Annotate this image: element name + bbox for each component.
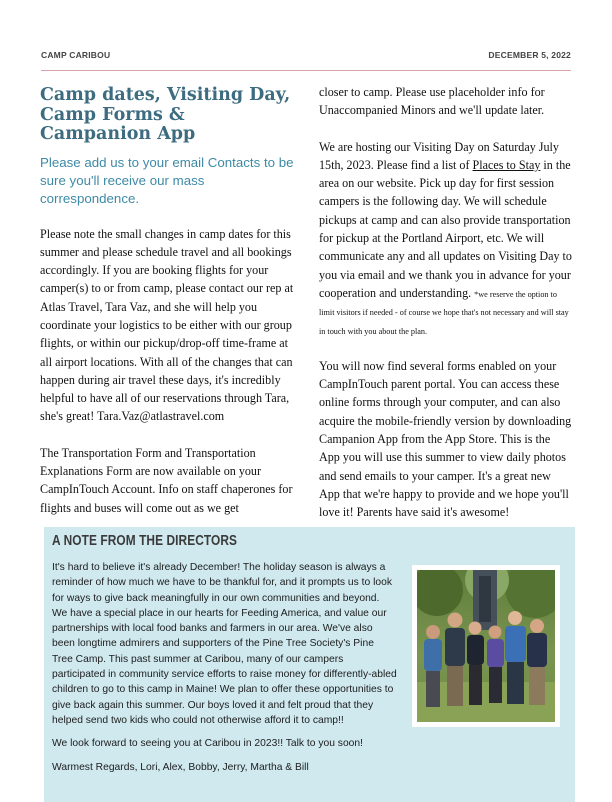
directors-signoff: Warmest Regards, Lori, Alex, Bobby, Jerry, Martha & Bill [52,761,309,773]
transportation-paragraph: The Transportation Form and Transportation Explanations Form are now available on your CampInTouch Account. Info on staff chaperones for flights and buses will come out as we get [40,445,293,515]
header-divider [41,70,571,71]
header-publication-name: CAMP CARIBOU [41,50,111,60]
header-date: DECEMBER 5, 2022 [488,50,571,60]
visiting-day-text-end: in the area on our website. Pick up day for first session campers is the following day. We will schedule pickups at camp and can also provide transportation for pickup at the Portland Airport, etc. We will communicate any and all updates on Visiting Day to you via email and we thank you in advance for your cooperation and understanding. [319,157,572,300]
visiting-day-text-start: We are hosting our Visiting Day on Saturday July 15th, 2023. Please find a list of [319,139,559,172]
directors-note-box [44,527,575,802]
visiting-day-footnote: *we reserve the option to limit visitors if needed - of course we hope that's not necessary and will stay in touch with you about the plan. [319,289,569,336]
right-column [319,86,573,522]
page-header [41,50,571,60]
article-subtitle: Please add us to your email Contacts to be sure you'll receive our mass correspondence. [40,154,294,206]
directors-note-paragraph: It's hard to believe it's already December! The holiday season is always a reminder of how much we have to be thankful for, and it prompts us to look for ways to give back meaningfully in our own communities and beyond. We have a special place in our hearts for Feeding America, and value our partnerships with local food banks and farmers in our area. We've also been longtime admirers and supporters of the Pine Tree Society's Pine Tree Camp. This past summer at Caribou, many of our campers participated in community service efforts to raise money for differently-abled children to go to this camp in Maine! We plan to offer these opportunities to give back again this summer. Our boys loved it and felt proud that they helped send two kids who could not otherwise afford it to camp!! [52,562,397,726]
visiting-day-paragraph [319,138,573,339]
group-photo-illustration [417,570,555,722]
forms-app-paragraph: You will now find several forms enabled on your CampInTouch parent portal. You can access these online forms through your computer, and can also acquire the mobile-friendly version by downloading Campanion App from the App Store. This is the App you will use this summer to view daily photos and send emails to your camper. It's a great new App that we're happy to provide and we hope you'll love it! Parents have said it's awesome! [319,358,572,520]
minors-paragraph: closer to camp. Please use placeholder info for Unaccompanied Minors and we'll update later. [319,85,545,118]
directors-photo [412,565,560,727]
directors-note-heading: A NOTE FROM THE DIRECTORS [52,533,238,549]
directors-note-closing: We look forward to seeing you at Caribou in 2023!! Talk to you soon! [52,738,363,750]
places-to-stay-link[interactable]: Places to Stay [472,157,541,172]
left-column [40,86,294,517]
travel-paragraph: Please note the small changes in camp dates for this summer and please schedule travel and all bookings accordingly. If you are booking flights for your camper(s) to or from camp, please contact our rep at Atlas Travel, Tara Vaz, and she will help you coordinate your logistics to be either with our group flights, or within our pickup/drop-off time-frame at all airport locations. With all of the changes that can happen during air travel these days, it's incredibly helpful to have all of our reservations through Tara, she's great! Tara.Vaz@atlastravel.com [40,226,294,424]
article-title: Camp dates, Visiting Day, Camp Forms & Campanion App [40,85,291,144]
directors-note-text [52,560,397,775]
